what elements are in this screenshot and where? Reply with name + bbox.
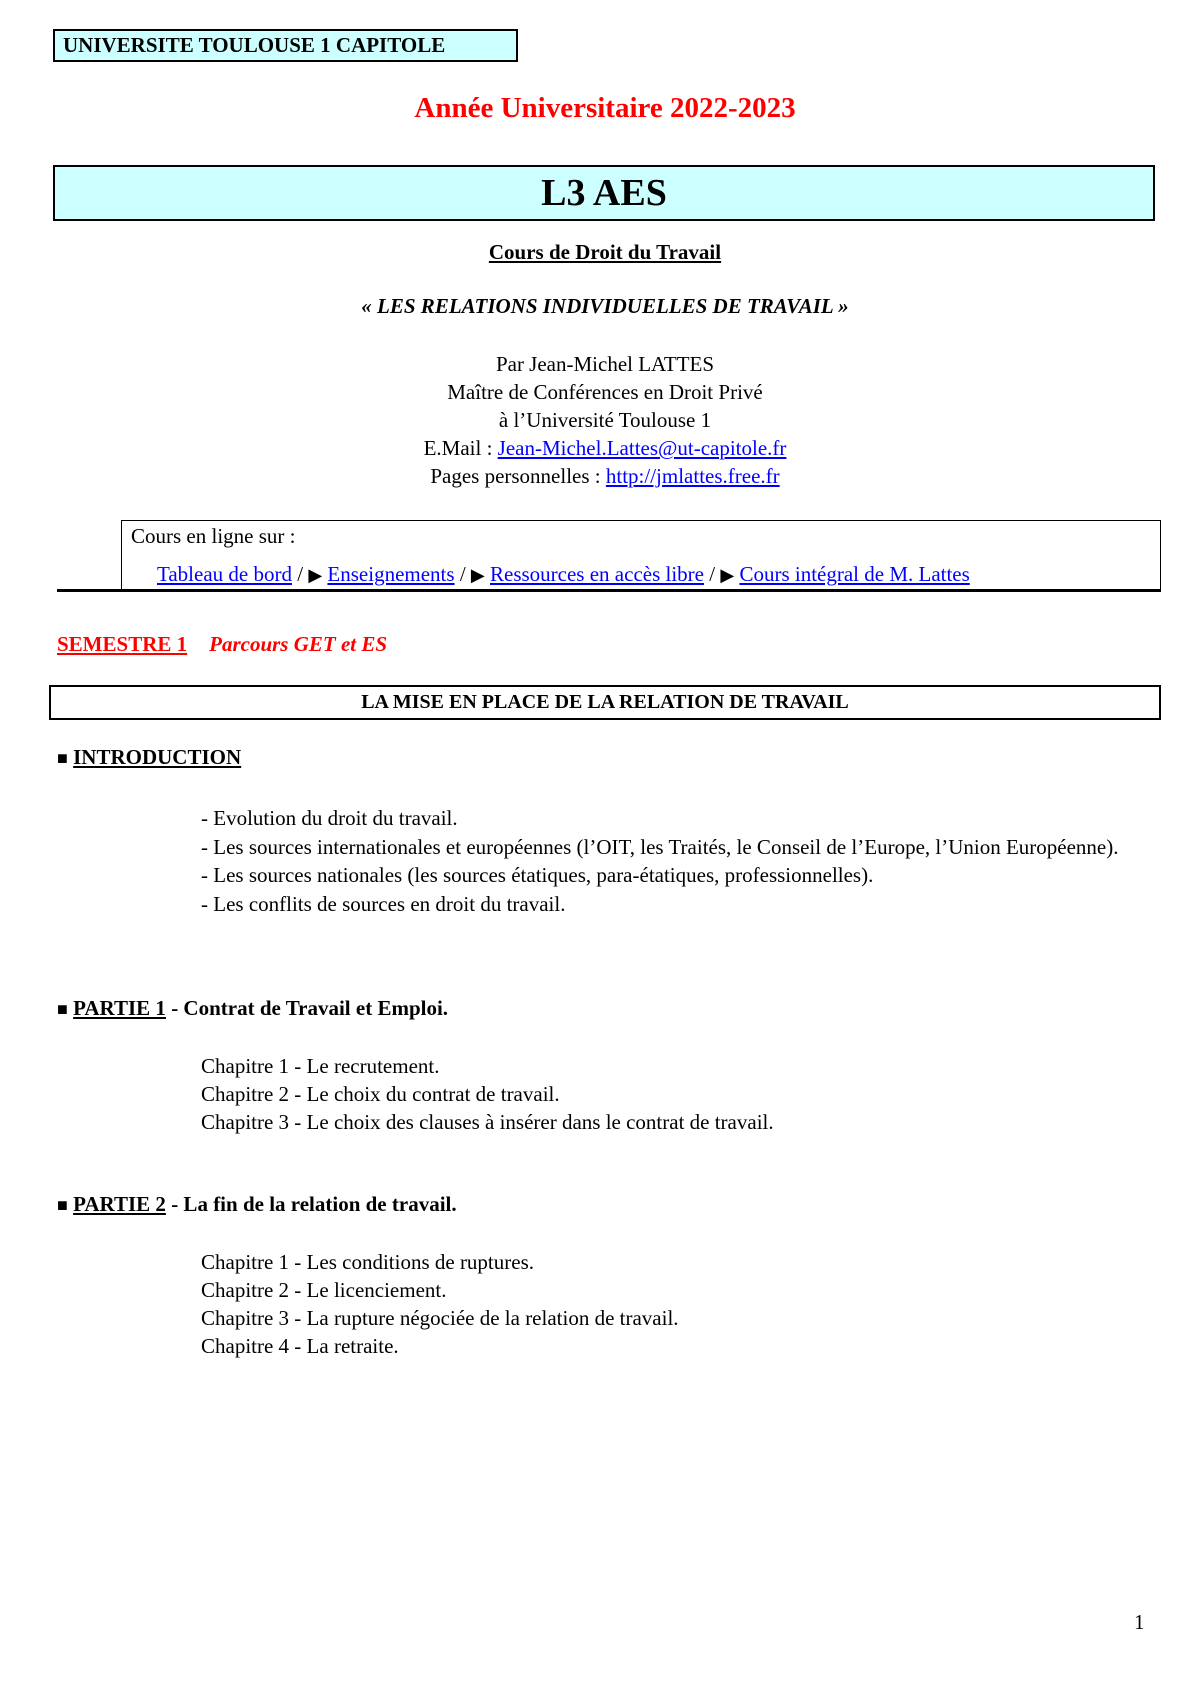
email-link[interactable]: Jean-Michel.Lattes@ut-capitole.fr <box>497 436 787 460</box>
partie1-heading <box>57 996 448 1021</box>
partie2-label: PARTIE 2 <box>73 1192 166 1216</box>
list-item: - Les sources nationales (les sources étatiques, para-étatiques, professionnelles). <box>201 863 874 887</box>
online-course-box <box>121 520 1161 590</box>
introduction-title: INTRODUCTION <box>73 745 242 769</box>
semester-track: Parcours GET et ES <box>209 632 388 656</box>
program-box <box>53 165 1155 221</box>
partie2-heading <box>57 1192 457 1217</box>
semester-label: SEMESTRE 1 <box>57 632 188 656</box>
partie1-chapters <box>201 1052 774 1136</box>
program-title: L3 AES <box>541 172 667 214</box>
online-breadcrumb <box>157 562 970 587</box>
section-title: LA MISE EN PLACE DE LA RELATION DE TRAVAIL <box>361 691 849 713</box>
partie1-title: - Contrat de Travail et Emploi. <box>165 996 449 1020</box>
chapter-item: Chapitre 3 - La rupture négociée de la relation de travail. <box>201 1306 679 1330</box>
play-arrow-icon: ▶ <box>470 565 485 585</box>
course-title: Cours de Droit du Travail <box>488 240 722 264</box>
chapter-item: Chapitre 3 - Le choix des clauses à insérer dans le contrat de travail. <box>201 1110 774 1134</box>
chapter-item: Chapitre 2 - Le licenciement. <box>201 1278 447 1302</box>
black-square-icon: ■ <box>57 748 68 768</box>
separator: / <box>704 562 721 586</box>
list-item: - Les sources internationales et européennes (l’OIT, les Traités, le Conseil de l’Europe, l’Union Européenne). <box>201 834 1119 859</box>
list-item: - Les conflits de sources en droit du travail. <box>201 891 566 916</box>
university-box <box>53 29 518 62</box>
chapter-item: Chapitre 2 - Le choix du contrat de travail. <box>201 1082 560 1106</box>
author-name: Par Jean-Michel LATTES <box>495 352 715 376</box>
link-tableau-de-bord[interactable]: Tableau de bord <box>157 562 292 586</box>
play-arrow-icon: ▶ <box>308 565 323 585</box>
chapter-item: Chapitre 4 - La retraite. <box>201 1334 399 1358</box>
partie1-label: PARTIE 1 <box>73 996 166 1020</box>
author-block <box>0 350 1200 490</box>
online-label: Cours en ligne sur : <box>131 524 296 548</box>
introduction-heading <box>57 745 241 770</box>
chapter-item: Chapitre 1 - Le recrutement. <box>201 1054 440 1078</box>
divider <box>57 589 1161 592</box>
introduction-list <box>126 804 1136 918</box>
homepage-line <box>0 462 1200 490</box>
link-cours-integral[interactable]: Cours intégral de M. Lattes <box>739 562 970 586</box>
homepage-link[interactable]: http://jmlattes.free.fr <box>605 464 780 488</box>
link-enseignements[interactable]: Enseignements <box>327 562 455 586</box>
page-number: 1 <box>1134 1610 1145 1634</box>
university-name: UNIVERSITE TOULOUSE 1 CAPITOLE <box>63 33 446 57</box>
link-ressources[interactable]: Ressources en accès libre <box>490 562 704 586</box>
separator: / <box>454 562 471 586</box>
author-institution: à l’Université Toulouse 1 <box>498 408 712 432</box>
section-title-box <box>49 685 1161 720</box>
semester-line <box>57 632 387 657</box>
black-square-icon: ■ <box>57 999 68 1019</box>
email-label: E.Mail : <box>423 436 498 460</box>
black-square-icon: ■ <box>57 1195 68 1215</box>
list-item: - Evolution du droit du travail. <box>201 806 458 830</box>
homepage-label: Pages personnelles : <box>430 464 606 488</box>
separator: / <box>291 562 309 586</box>
author-position: Maître de Conférences en Droit Privé <box>447 380 763 404</box>
chapter-item: Chapitre 1 - Les conditions de ruptures. <box>201 1250 535 1274</box>
email-line <box>0 434 1200 462</box>
play-arrow-icon: ▶ <box>720 565 735 585</box>
course-subtitle: « LES RELATIONS INDIVIDUELLES DE TRAVAIL » <box>361 294 849 318</box>
academic-year: Année Universitaire 2022-2023 <box>414 92 796 124</box>
partie2-title: - La fin de la relation de travail. <box>165 1192 457 1216</box>
partie2-chapters <box>201 1248 679 1360</box>
